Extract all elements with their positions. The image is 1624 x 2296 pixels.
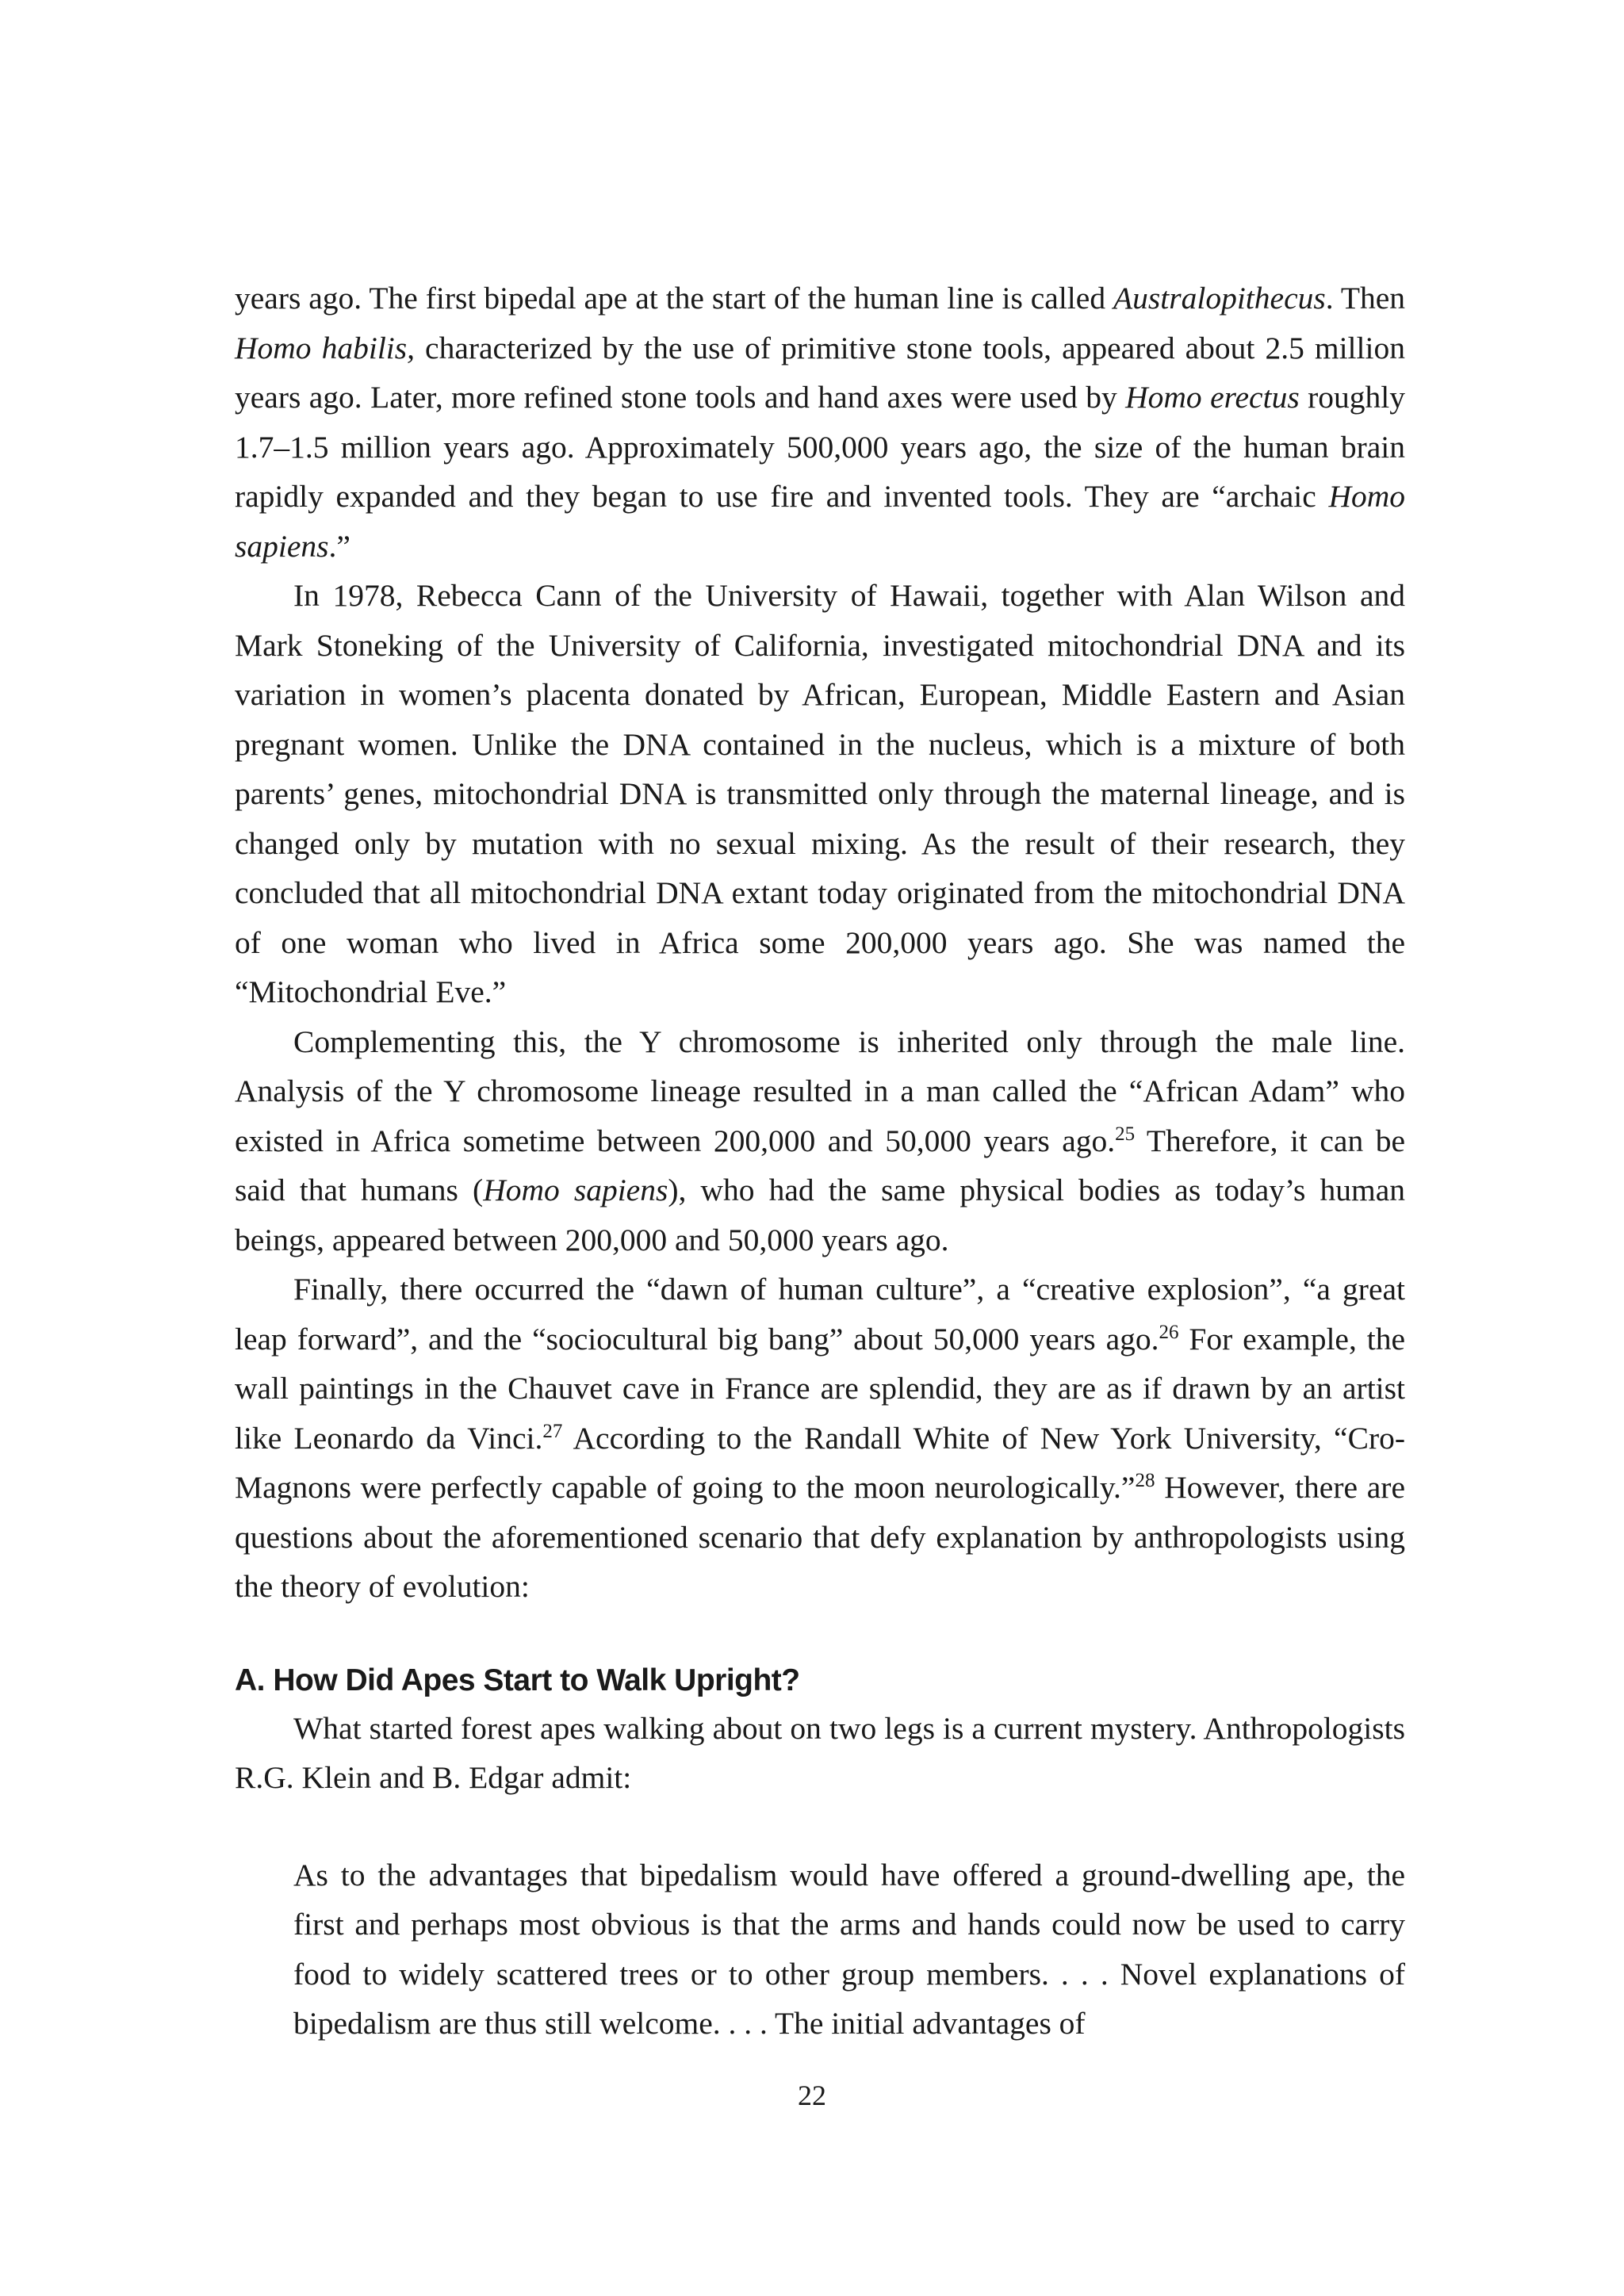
paragraph-section-intro: What started forest apes walking about on two legs is a current mystery. Anthropologists R.G. Klein and B. Edgar admit: — [235, 1710, 1405, 1795]
page-number: 22 — [798, 2080, 826, 2111]
italic-term: Homo erectus — [1125, 380, 1300, 415]
paragraph-human-line — [235, 274, 1405, 571]
text-span: Finally, there occurred the “dawn of human culture”, a “creative explosion”, “a great leap forward”, and the “sociocultural big bang” about 50,000 years ago. — [235, 1272, 1405, 1357]
text-span: Complementing this, the Y chromosome is inherited only through the male line. Analysis of the Y chromosome lineage resulted in a man called the “African Adam” who existed in Africa sometime between 200,000 and 50,000 years ago. — [235, 1024, 1405, 1158]
paragraph-creative-explosion — [235, 1265, 1405, 1612]
text-span: years ago. The first bipedal ape at the start of the human line is called — [235, 281, 1114, 316]
italic-term: Homo sapiens — [235, 479, 1405, 564]
text-span: However, there are questions about the aforementioned scenario that defy explanation by anthropologists using the theory of evolution: — [235, 1470, 1405, 1604]
text-span: . Then — [1325, 281, 1405, 316]
footnote-ref-26[interactable]: 26 — [1159, 1321, 1179, 1343]
footnote-ref-28[interactable]: 28 — [1135, 1470, 1155, 1491]
paragraph-mitochondrial-eve: In 1978, Rebecca Cann of the University of Hawaii, together with Alan Wilson and Mark Stoneking of the University of California, investigated mitochondrial DNA and its variation in women’s placenta donated by African, European, Middle Eastern and Asian pregnant women. Unlike the DNA contained in the nucleus, which is a mixture of both parents’ genes, mitochondrial DNA is transmitted only through the maternal lineage, and is changed only by mutation with no sexual mixing. As the result of their research, they concluded that all mitochondrial DNA extant today originated from the mitochondrial DNA of one woman who lived in Africa some 200,000 years ago. She was named the “Mitochondrial Eve.” — [235, 578, 1405, 1009]
text-span: Therefore, it can be said that humans ( — [235, 1123, 1405, 1207]
text-span: According to the Randall White of New York University, “Cro-Magnons were perfectly capable of going to the moon neurologically.” — [235, 1420, 1405, 1505]
text-span: roughly 1.7–1.5 million years ago. Approximately 500,000 years ago, the size of the human brain rapidly expanded and they began to use fire and invented tools. They are “archaic — [235, 380, 1405, 514]
paragraph-african-adam — [235, 1017, 1405, 1265]
quote-text: As to the advantages that bipedalism would have offered a ground-dwelling ape, the first and perhaps most obvious is that the arms and hands could now be used to carry food to widely scattered trees or to other group members. . . . Novel explanations of bipedalism are thus still welcome. . . . The initial advantages of — [293, 1857, 1405, 2041]
text-span: ), who had the same physical bodies as today’s human beings, appeared between 200,000 and 50,000 years ago. — [235, 1173, 1405, 1257]
italic-term: Australopithecus — [1113, 281, 1326, 316]
italic-term: Homo habilis, — [235, 330, 416, 365]
text-span: characterized by the use of primitive stone tools, appeared about 2.5 million years ago. Later, more refined stone tools and hand axes were used by — [235, 330, 1405, 415]
footnote-ref-25[interactable]: 25 — [1115, 1123, 1136, 1145]
section-heading: A. How Did Apes Start to Walk Upright? — [235, 1663, 800, 1697]
text-span: .” — [328, 528, 350, 564]
block-quote — [293, 1850, 1405, 2049]
text-span: For example, the wall paintings in the Chauvet cave in France are splendid, they are as if drawn by an artist like Leonardo da Vinci. — [235, 1321, 1405, 1456]
italic-term: Homo sapiens — [483, 1173, 668, 1207]
footnote-ref-27[interactable]: 27 — [542, 1420, 563, 1442]
body-text — [235, 274, 1405, 2049]
